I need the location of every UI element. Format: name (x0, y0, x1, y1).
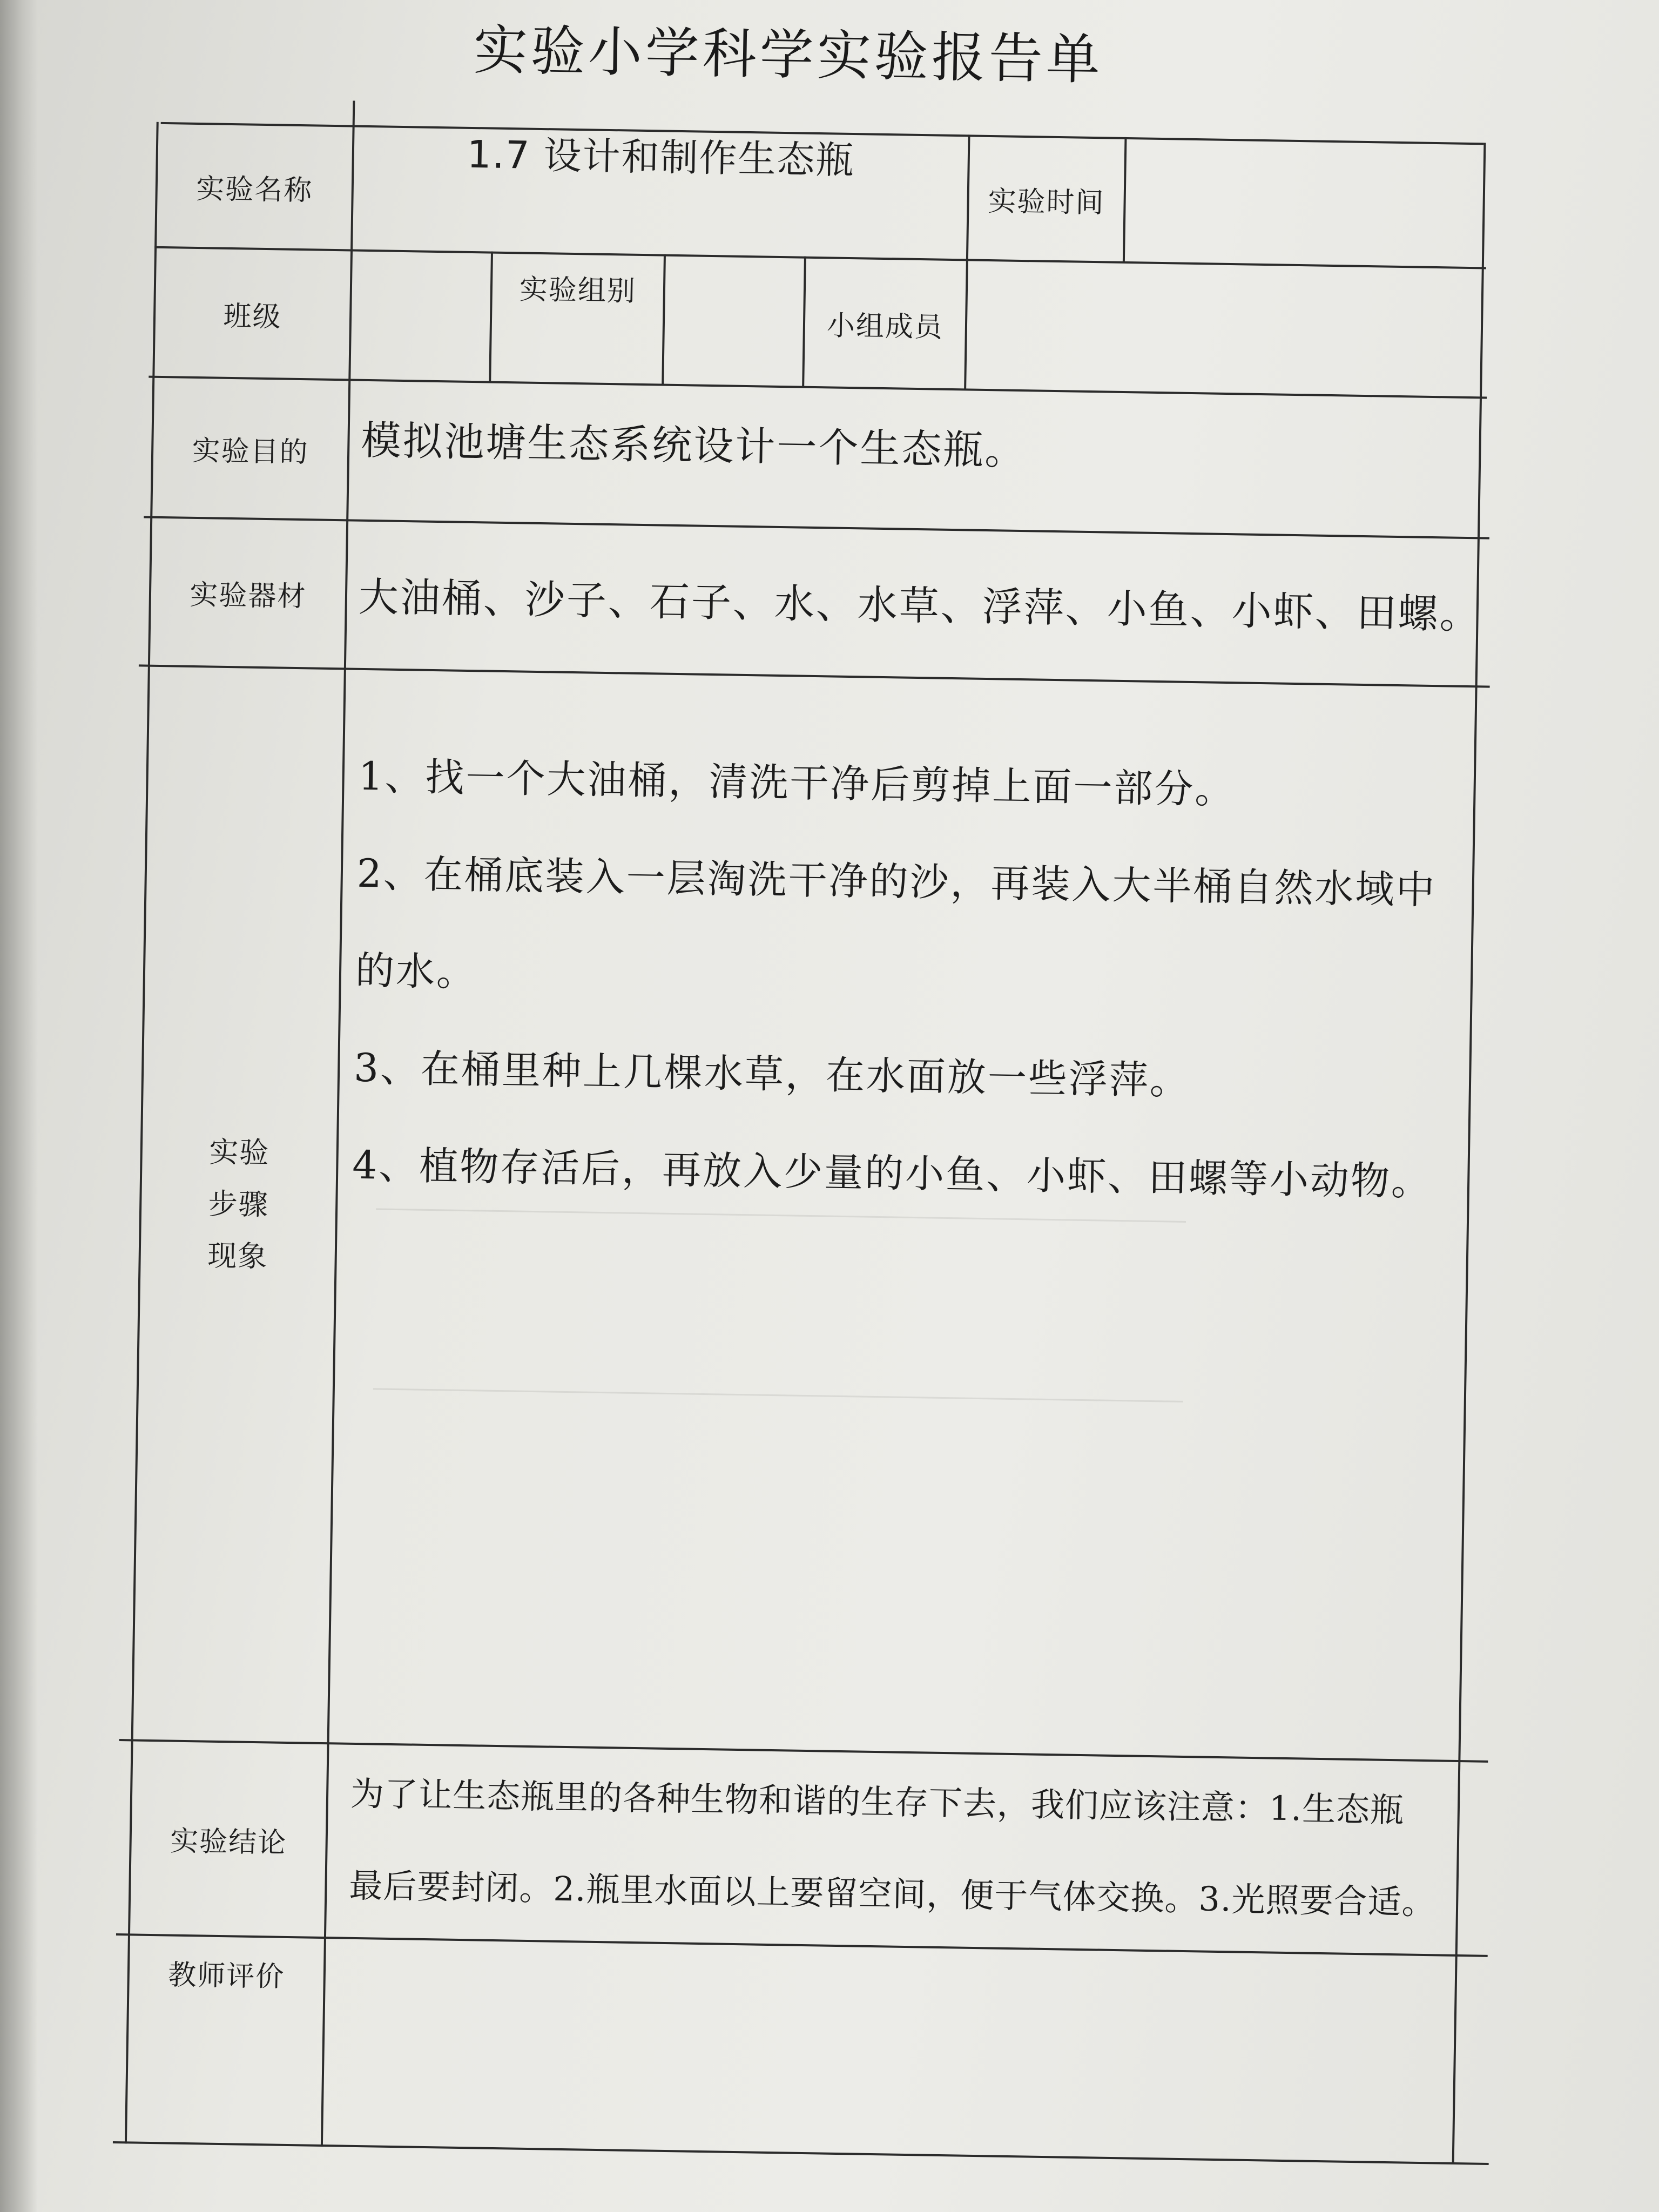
conclusion-line-1: 为了让生态瓶里的各种生物和谐的生存下去，我们应该注意：1.生态瓶 (350, 1773, 1405, 1830)
label-materials: 实验器材 (189, 578, 307, 613)
step-2-continued: 的水。 (355, 947, 477, 995)
label-class: 班级 (223, 300, 282, 333)
value-experiment-name: 1.7 设计和制作生态瓶 (467, 132, 855, 183)
label-teacher-evaluation: 教师评价 (167, 1959, 285, 1993)
step-4: 4、植物存活后，再放入少量的小鱼、小虾、田螺等小动物。 (352, 1142, 1432, 1205)
report-title: 实验小学科学实验报告单 (473, 18, 1104, 92)
step-1: 1、找一个大油桶，清洗干净后剪掉上面一部分。 (358, 753, 1236, 813)
value-members (966, 261, 1482, 396)
show-through-lines (373, 1208, 1186, 1402)
step-3: 3、在桶里种上几棵水草，在水面放一些浮萍。 (353, 1044, 1191, 1104)
label-steps-line-3: 现象 (207, 1238, 268, 1274)
value-conclusion (348, 1748, 1458, 1949)
value-experiment-time (1125, 139, 1483, 267)
label-conclusion: 实验结论 (170, 1825, 287, 1859)
label-members: 小组成员 (826, 309, 944, 344)
step-2: 2、在桶底装入一层淘洗干净的沙，再装入大半桶自然水域中 (356, 850, 1437, 913)
label-experiment-name: 实验名称 (195, 172, 313, 207)
value-materials: 大油桶、沙子、石子、水、水草、浮萍、小鱼、小虾、田螺。 (358, 574, 1482, 638)
label-steps (133, 667, 344, 1742)
value-teacher-evaluation (323, 1939, 1455, 2162)
label-experiment-time: 实验时间 (988, 185, 1105, 219)
steps-list (352, 727, 1472, 1231)
label-group: 实验组别 (519, 273, 637, 308)
label-steps-line-1: 实验 (208, 1135, 270, 1170)
label-steps-line-2: 步骤 (208, 1186, 269, 1222)
value-class (350, 252, 491, 381)
value-purpose: 模拟池塘生态系统设计一个生态瓶。 (360, 417, 1027, 475)
label-purpose: 实验目的 (192, 434, 309, 469)
conclusion-line-2: 最后要封闭。2.瓶里水面以上要留空间，便于气体交换。3.光照要合适。 (348, 1865, 1437, 1923)
value-group (664, 257, 804, 386)
